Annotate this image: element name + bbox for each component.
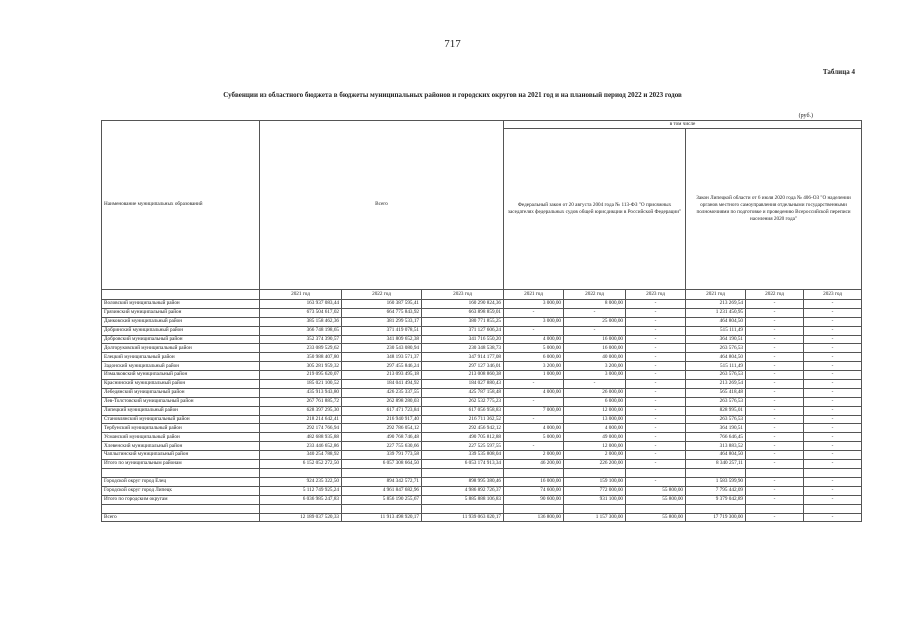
row-label: Хлевенский муниципальный район — [102, 442, 260, 451]
row-value: - — [804, 388, 862, 397]
row-value: - — [504, 308, 564, 317]
row-value: 6 152 052 272,50 — [260, 460, 342, 469]
row-value: 464 804,50 — [686, 353, 746, 362]
row-value: 49 000,00 — [564, 433, 626, 442]
row-value: - — [746, 300, 804, 309]
row-value: 5 112 749 925,24 — [260, 486, 342, 495]
row-value: 12 000,00 — [564, 406, 626, 415]
row-value: 227 755 630,66 — [342, 442, 422, 451]
row-value: 226 200,00 — [564, 460, 626, 469]
header-name-col: Наименование муниципальных образований — [102, 121, 260, 290]
row-value: 297 127 346,01 — [422, 362, 504, 371]
row-value: 464 804,50 — [686, 317, 746, 326]
row-value: - — [626, 335, 686, 344]
row-value: - — [504, 415, 564, 424]
row-value: - — [804, 495, 862, 504]
row-value: 348 193 571,37 — [342, 353, 422, 362]
row-value: - — [746, 451, 804, 460]
row-value: - — [804, 353, 862, 362]
row-value: 230 543 080,94 — [342, 344, 422, 353]
row-value: 3 200,00 — [504, 362, 564, 371]
row-value: - — [804, 326, 862, 335]
subtotal-row — [102, 495, 862, 504]
row-value: - — [626, 460, 686, 469]
row-value: 184 041 494,92 — [342, 380, 422, 389]
spacer-cell — [342, 468, 422, 477]
row-value: 663 898 859,01 — [422, 308, 504, 317]
row-value: 772 000,00 — [564, 486, 626, 495]
row-value: - — [746, 308, 804, 317]
row-label: Итого по городским округам — [102, 495, 260, 504]
row-value: 364 190,51 — [686, 335, 746, 344]
row-value: - — [746, 335, 804, 344]
header-year: 2023 год — [804, 290, 862, 300]
row-value: 435 913 943,80 — [260, 388, 342, 397]
row-value: 898 995 380,46 — [422, 477, 504, 486]
row-value: - — [746, 371, 804, 380]
row-value: - — [804, 344, 862, 353]
row-value: 339 791 773,58 — [342, 451, 422, 460]
row-value: 380 771 855,25 — [422, 317, 504, 326]
row-value: 26 000,00 — [564, 388, 626, 397]
spacer-cell — [564, 468, 626, 477]
spacer-cell — [342, 504, 422, 513]
document-title: Субвенции из областного бюджета в бюджеты муниципальных районов и городских округов на 2021 год и на плановый период 2022 и 2023 годов — [223, 91, 682, 99]
row-value: - — [746, 317, 804, 326]
table-row — [102, 442, 862, 451]
row-value: 213 269,54 — [686, 380, 746, 389]
row-value: 7 000,00 — [504, 406, 564, 415]
row-value: 90 600,00 — [504, 495, 564, 504]
row-value: - — [746, 486, 804, 495]
row-value: 371 127 606,24 — [422, 326, 504, 335]
table-row — [102, 326, 862, 335]
row-value: 341 809 652,38 — [342, 335, 422, 344]
row-value: 350 988 407,80 — [260, 353, 342, 362]
row-value: 17 719 300,00 — [686, 513, 746, 522]
spacer-cell — [102, 504, 260, 513]
row-value: 263 576,53 — [686, 371, 746, 380]
row-value: 233 089 529,62 — [260, 344, 342, 353]
row-value: 74 600,00 — [504, 486, 564, 495]
row-value: - — [626, 300, 686, 309]
row-value: 230 348 538,73 — [422, 344, 504, 353]
row-value: - — [746, 433, 804, 442]
row-value: 305 281 959,32 — [260, 362, 342, 371]
row-value: - — [804, 460, 862, 469]
row-label: Становлянский муниципальный район — [102, 415, 260, 424]
row-value: 1 157 300,00 — [564, 513, 626, 522]
row-value: - — [804, 424, 862, 433]
subtotal-row — [102, 460, 862, 469]
row-value: 11 939 063 020,17 — [422, 513, 504, 522]
spacer-cell — [260, 468, 342, 477]
row-value: 482 688 935,88 — [260, 433, 342, 442]
row-value: - — [626, 415, 686, 424]
row-label: Городской округ город Липецк — [102, 486, 260, 495]
row-value: - — [804, 486, 862, 495]
row-label: Елецкий муниципальный район — [102, 353, 260, 362]
header-year: 2023 год — [422, 290, 504, 300]
row-value: 292 174 766,94 — [260, 424, 342, 433]
table-row — [102, 433, 862, 442]
table-row — [102, 353, 862, 362]
row-value: - — [626, 451, 686, 460]
row-value: - — [746, 362, 804, 371]
row-value: 262 898 280,03 — [342, 397, 422, 406]
row-value: 3 000,00 — [504, 300, 564, 309]
row-value: 25 000,00 — [564, 317, 626, 326]
row-value: 924 235 322,50 — [260, 477, 342, 486]
row-value: 55 800,00 — [626, 486, 686, 495]
spacer-cell — [422, 468, 504, 477]
spacer-cell — [746, 504, 804, 513]
table-row — [102, 371, 862, 380]
spacer-row — [102, 504, 862, 513]
row-value: 3 200,00 — [564, 362, 626, 371]
row-value: 5 885 888 106,83 — [422, 495, 504, 504]
table-label: Таблица 4 — [822, 68, 855, 76]
row-value: - — [746, 513, 804, 522]
row-value: 6 000,00 — [504, 353, 564, 362]
row-value: 425 787 158,48 — [422, 388, 504, 397]
row-label: Тербунский муниципальный район — [102, 424, 260, 433]
row-value: 46 200,00 — [504, 460, 564, 469]
spacer-cell — [102, 468, 260, 477]
table-row — [102, 317, 862, 326]
row-value: 12 189 037 520,33 — [260, 513, 342, 522]
header-law1: Федеральный закон от 20 августа 2004 года № 113-ФЗ "О присяжных заседателях федеральных судов общей юрисдикции в Российской Федерации" — [504, 129, 686, 290]
row-value: - — [746, 477, 804, 486]
row-value: 4 986 892 726,37 — [422, 486, 504, 495]
row-value: - — [804, 300, 862, 309]
spacer-cell — [422, 504, 504, 513]
row-value: - — [746, 495, 804, 504]
table-row — [102, 300, 862, 309]
row-value: - — [746, 380, 804, 389]
row-label: Воловский муниципальный район — [102, 300, 260, 309]
row-value: 136 800,00 — [504, 513, 564, 522]
row-value: 2 000,00 — [564, 451, 626, 460]
row-label: Грязинский муниципальный район — [102, 308, 260, 317]
row-value: 16 000,00 — [504, 477, 564, 486]
row-value: 16 000,00 — [564, 344, 626, 353]
row-label: Добринский муниципальный район — [102, 326, 260, 335]
row-value: - — [626, 371, 686, 380]
row-value: - — [804, 477, 862, 486]
table-row — [102, 477, 862, 486]
row-value: 4 000,00 — [504, 424, 564, 433]
row-value: - — [626, 424, 686, 433]
spacer-cell — [564, 504, 626, 513]
row-value: - — [626, 308, 686, 317]
row-label: Лебедянский муниципальный район — [102, 388, 260, 397]
table-row — [102, 380, 862, 389]
row-value: 6 036 985 247,83 — [260, 495, 342, 504]
row-value: 262 532 775,23 — [422, 397, 504, 406]
row-label: Итого по муниципальным районам — [102, 460, 260, 469]
header-law2: Закон Липецкой области от 6 июля 2020 года № 406-ОЗ "О наделении органов местного самоуправления отдельными государственными полномочиями по подготовке и проведению Всероссийской переписи населения 2020 года" — [686, 129, 862, 290]
row-value: - — [504, 380, 564, 389]
table-row — [102, 344, 862, 353]
row-value: - — [626, 353, 686, 362]
row-value: 6 000,00 — [564, 397, 626, 406]
row-value: - — [626, 344, 686, 353]
row-value: - — [804, 335, 862, 344]
row-value: - — [626, 442, 686, 451]
row-value: - — [564, 326, 626, 335]
header-incl: в том числе — [504, 121, 862, 129]
spacer-cell — [686, 468, 746, 477]
row-value: - — [564, 308, 626, 317]
row-value: - — [746, 406, 804, 415]
spacer-cell — [504, 504, 564, 513]
table-row — [102, 335, 862, 344]
row-value: - — [746, 442, 804, 451]
row-value: 160 290 824,36 — [422, 300, 504, 309]
row-value: 931 100,00 — [564, 495, 626, 504]
row-label: Измалковский муниципальный район — [102, 371, 260, 380]
table-row — [102, 486, 862, 495]
row-value: 347 914 177,08 — [422, 353, 504, 362]
row-value: 385 158 462,36 — [260, 317, 342, 326]
row-value: 4 000,00 — [564, 424, 626, 433]
row-value: 565 418,48 — [686, 388, 746, 397]
row-value: 3 000,00 — [564, 371, 626, 380]
row-value: - — [564, 380, 626, 389]
row-label: Данковский муниципальный район — [102, 317, 260, 326]
row-value: - — [626, 433, 686, 442]
row-value: 13 000,00 — [564, 415, 626, 424]
row-value: 341 716 550,20 — [422, 335, 504, 344]
row-value: 464 804,50 — [686, 451, 746, 460]
row-value: - — [804, 362, 862, 371]
row-label: Добровский муниципальный район — [102, 335, 260, 344]
row-value: 213 008 860,38 — [422, 371, 504, 380]
grand-total-row — [102, 513, 862, 522]
row-value: - — [626, 406, 686, 415]
row-value: 216 711 362,52 — [422, 415, 504, 424]
row-label: Чаплыгинский муниципальный район — [102, 451, 260, 460]
row-label: Долгоруковский муниципальный район — [102, 344, 260, 353]
header-year: 2022 год — [564, 290, 626, 300]
row-value: 5 000,00 — [504, 433, 564, 442]
row-value: - — [626, 317, 686, 326]
row-value: - — [746, 388, 804, 397]
table-row — [102, 406, 862, 415]
row-value: 2 000,00 — [504, 451, 564, 460]
row-value: - — [504, 397, 564, 406]
spacer-cell — [260, 504, 342, 513]
header-empty — [102, 290, 260, 300]
header-year: 2021 год — [686, 290, 746, 300]
row-value: 352 374 390,57 — [260, 335, 342, 344]
row-value: 617 056 958,83 — [422, 406, 504, 415]
header-year: 2021 год — [504, 290, 564, 300]
row-value: 297 455 846,24 — [342, 362, 422, 371]
table-row — [102, 388, 862, 397]
row-value: - — [746, 326, 804, 335]
row-label: Всего — [102, 513, 260, 522]
row-value: - — [804, 371, 862, 380]
row-value: 263 576,53 — [686, 397, 746, 406]
row-label: Лев-Толстовский муниципальный район — [102, 397, 260, 406]
row-value: - — [804, 442, 862, 451]
row-value: 313 883,52 — [686, 442, 746, 451]
row-value: - — [626, 397, 686, 406]
row-value: 263 576,53 — [686, 415, 746, 424]
row-value: 5 856 190 255,67 — [342, 495, 422, 504]
row-value: 6 057 308 664,50 — [342, 460, 422, 469]
row-value: 8 340 257,11 — [686, 460, 746, 469]
row-value: 1 583 599,90 — [686, 477, 746, 486]
row-value: 515 111,49 — [686, 326, 746, 335]
row-label: Липецкий муниципальный район — [102, 406, 260, 415]
row-value: - — [804, 513, 862, 522]
row-value: 628 397 295,30 — [260, 406, 342, 415]
spacer-cell — [626, 468, 686, 477]
row-value: 364 190,51 — [686, 424, 746, 433]
row-value: 6 053 174 913,34 — [422, 460, 504, 469]
row-value: - — [626, 362, 686, 371]
row-value: - — [626, 477, 686, 486]
row-value: - — [804, 415, 862, 424]
header-year: 2022 год — [746, 290, 804, 300]
row-value: 381 299 533,17 — [342, 317, 422, 326]
row-value: 1 000,00 — [504, 371, 564, 380]
row-value: 3 000,00 — [504, 317, 564, 326]
row-value: 894 342 572,71 — [342, 477, 422, 486]
header-year: 2021 год — [260, 290, 342, 300]
row-value: 339 535 808,04 — [422, 451, 504, 460]
row-value: - — [504, 442, 564, 451]
row-value: - — [626, 388, 686, 397]
row-value: 490 705 812,88 — [422, 433, 504, 442]
table-row — [102, 415, 862, 424]
row-value: 426 235 337,55 — [342, 388, 422, 397]
table-row — [102, 424, 862, 433]
subventions-table — [101, 120, 862, 522]
spacer-cell — [804, 468, 862, 477]
row-value: 216 940 917,40 — [342, 415, 422, 424]
row-value: 4 000,00 — [504, 388, 564, 397]
row-value: 766 646,45 — [686, 433, 746, 442]
row-value: - — [504, 326, 564, 335]
row-value: - — [804, 308, 862, 317]
spacer-cell — [804, 504, 862, 513]
row-value: 292 456 942,12 — [422, 424, 504, 433]
spacer-cell — [686, 504, 746, 513]
row-value: 340 254 788,92 — [260, 451, 342, 460]
row-value: 55 800,00 — [626, 513, 686, 522]
row-value: 184 027 880,43 — [422, 380, 504, 389]
header-year: 2022 год — [342, 290, 422, 300]
row-value: - — [746, 353, 804, 362]
row-value: 366 748 198,65 — [260, 326, 342, 335]
row-value: 163 937 083,44 — [260, 300, 342, 309]
row-value: - — [804, 317, 862, 326]
row-value: 664 775 843,92 — [342, 308, 422, 317]
row-value: 267 761 885,72 — [260, 397, 342, 406]
row-value: 160 387 595,41 — [342, 300, 422, 309]
row-value: 617 471 723,84 — [342, 406, 422, 415]
table-row — [102, 308, 862, 317]
row-value: - — [804, 433, 862, 442]
row-value: 55 800,00 — [626, 495, 686, 504]
row-value: 213 093 495,18 — [342, 371, 422, 380]
row-value: 4 000,00 — [504, 335, 564, 344]
row-value: - — [626, 380, 686, 389]
row-value: 1 231 450,95 — [686, 308, 746, 317]
row-value: 5 000,00 — [504, 344, 564, 353]
row-value: 9 379 042,89 — [686, 495, 746, 504]
header-row-years — [102, 290, 862, 300]
row-label: Усманский муниципальный район — [102, 433, 260, 442]
row-value: - — [746, 424, 804, 433]
row-value: - — [746, 397, 804, 406]
row-value: - — [804, 380, 862, 389]
spacer-cell — [746, 468, 804, 477]
header-row-top — [102, 121, 862, 129]
table-row — [102, 451, 862, 460]
spacer-cell — [626, 504, 686, 513]
header-year: 2023 год — [626, 290, 686, 300]
row-value: 11 913 498 920,17 — [342, 513, 422, 522]
row-value: 490 768 746,48 — [342, 433, 422, 442]
row-value: 12 000,00 — [564, 442, 626, 451]
row-value: 159 100,00 — [564, 477, 626, 486]
row-value: 185 021 100,52 — [260, 380, 342, 389]
row-value: 515 111,49 — [686, 362, 746, 371]
row-value: 828 995,01 — [686, 406, 746, 415]
row-value: - — [804, 397, 862, 406]
row-value: - — [746, 415, 804, 424]
spacer-row — [102, 468, 862, 477]
row-value: 233 446 652,86 — [260, 442, 342, 451]
row-label: Задонский муниципальный район — [102, 362, 260, 371]
row-value: 263 576,53 — [686, 344, 746, 353]
row-label: Краснинский муниципальный район — [102, 380, 260, 389]
row-value: 40 000,00 — [564, 353, 626, 362]
page-number: 717 — [444, 38, 461, 50]
spacer-cell — [504, 468, 564, 477]
row-value: 7 795 442,09 — [686, 486, 746, 495]
row-value: 8 000,00 — [564, 300, 626, 309]
row-value: 371 419 078,51 — [342, 326, 422, 335]
row-value: - — [746, 460, 804, 469]
table-row — [102, 397, 862, 406]
row-value: 218 214 642,41 — [260, 415, 342, 424]
row-value: 219 095 620,07 — [260, 371, 342, 380]
row-value: - — [804, 451, 862, 460]
row-value: - — [804, 406, 862, 415]
table-row — [102, 362, 862, 371]
row-label: Городской округ город Елец — [102, 477, 260, 486]
row-value: 213 269,54 — [686, 300, 746, 309]
row-value: 227 525 597,55 — [422, 442, 504, 451]
row-value: 292 786 054,12 — [342, 424, 422, 433]
unit-label: (руб.) — [798, 113, 813, 119]
header-total: Всего — [260, 121, 504, 290]
row-value: 16 000,00 — [564, 335, 626, 344]
row-value: 673 504 617,02 — [260, 308, 342, 317]
row-value: - — [746, 344, 804, 353]
row-value: - — [626, 326, 686, 335]
row-value: 4 961 847 682,96 — [342, 486, 422, 495]
